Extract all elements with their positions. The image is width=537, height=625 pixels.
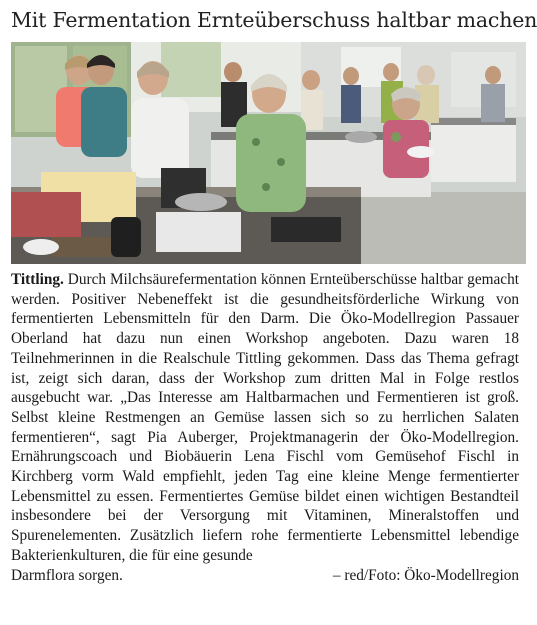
article-photo <box>11 42 526 264</box>
article-body-text: Durch Milchsäurefermentation können Ernteüberschüsse haltbar gemacht werden. Positiver Nebeneffekt ist die gesundheitsförderliche Wirkung von fermentierten Lebensmitteln für den Darm. Die Öko-Modellregion Passauer Oberland hat dazu nun einen Workshop angeboten. Dazu waren 18 Teilnehmerinnen in die Realschule Tittling gekommen. Dass das Thema gefragt ist, zeigt sich daran, dass der Workshop zum dritten Mal in Folge restlos ausgebucht war. „Das Interesse am Haltbarmachen und Fermentieren ist groß. Selbst kleine Restmengen an Gemüse lassen sich so zu herrlichen Salaten fermentieren“, sagt Pia Auberger, Projektmanagerin der Öko-Modellregion. Ernährungscoach und Biobäuerin Lena Fischl vom Gemüsehof Fischl in Kirchberg vorm Wald empfiehlt, jeden Tag eine kleine Menge fermentierter Lebensmittel zu essen. Fermentiertes Gemüse bildet einen wichtigen Bestandteil insbesondere bei der Versorgung mit Vitaminen, Mineralstoffen und Spurenelementen. Zusätzlich liefern rohe fermentierte Lebensmittel lebendige Bakterienkulturen, die für eine gesunde <box>11 271 519 564</box>
article-last-line <box>11 566 519 586</box>
dateline-place: Tittling. <box>11 271 64 288</box>
article-body <box>11 270 519 585</box>
article-last-line-text: Darmflora sorgen. <box>11 566 123 584</box>
article-headline: Mit Fermentation Ernteüberschuss haltbar machen <box>11 8 537 32</box>
photo-credit: – red/Foto: Öko-Modellregion <box>332 566 519 584</box>
workshop-photo-illustration <box>11 42 526 264</box>
